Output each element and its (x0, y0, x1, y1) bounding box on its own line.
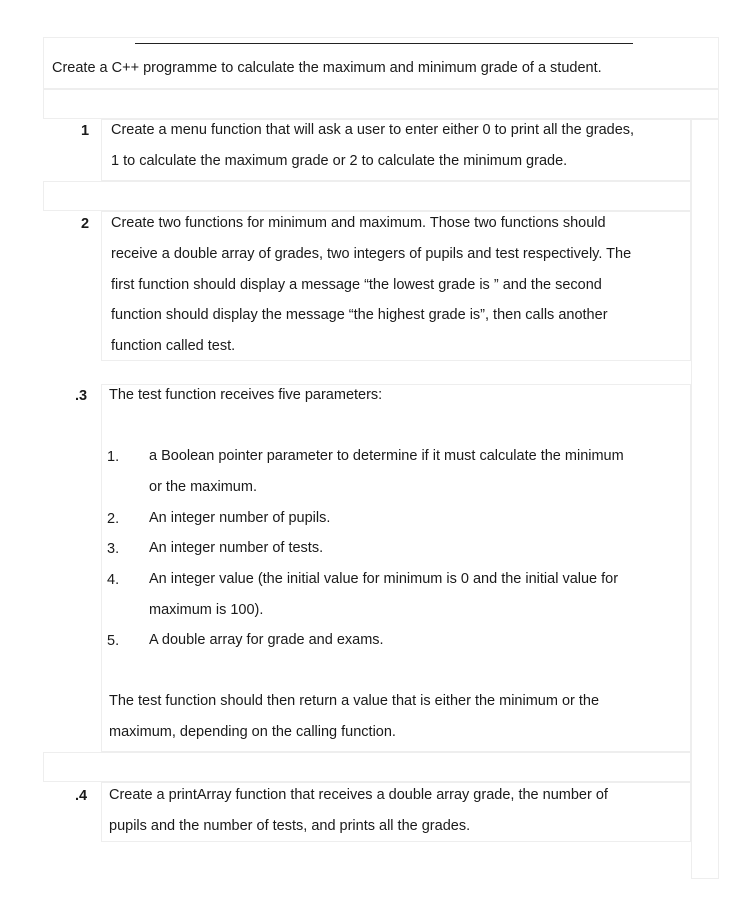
list-marker: 2. (107, 511, 120, 527)
table-cell-spacer (43, 181, 691, 211)
text-line: An integer number of pupils. (149, 510, 331, 526)
text-line: maximum is 100). (149, 601, 264, 618)
list-item (149, 533, 323, 564)
text-line: 1 to calculate the maximum grade or 2 to calculate the minimum grade. (111, 152, 568, 169)
item-number: 2 (81, 216, 90, 232)
text-line: function called test. (111, 338, 236, 355)
text-line: A double array for grade and exams. (149, 632, 384, 648)
list-item (149, 503, 330, 534)
text-line: receive a double array of grades, two integers of pupils and test respectively. The (111, 245, 632, 262)
list-marker: 4. (107, 572, 120, 588)
text-line: Create a printArray function that receives a double array grade, the number of (109, 787, 608, 803)
text-line: Create two functions for minimum and maximum. Those two functions should (111, 215, 606, 231)
text-line: An integer value (the initial value for minimum is 0 and the initial value for (149, 571, 619, 587)
list-marker: 3. (107, 541, 120, 557)
item-number: .3 (75, 388, 88, 404)
intro-sentence: Create a C++ programme to calculate the maximum and minimum grade of a student. (52, 60, 602, 76)
list-item (149, 564, 618, 626)
list-marker: 5. (107, 633, 120, 649)
item-number: 1 (81, 123, 90, 139)
item-4-text (109, 780, 608, 842)
text-line: pupils and the number of tests, and prints all the grades. (109, 817, 471, 834)
table-cell-margin (691, 119, 719, 879)
text-line: first function should display a message “the lowest grade is ” and the second (111, 276, 602, 293)
table-cell-spacer (43, 752, 691, 782)
text-line: a Boolean pointer parameter to determine if it must calculate the minimum (149, 448, 624, 464)
list-marker: 1. (107, 449, 120, 465)
text-line: The test function should then return a value that is either the minimum or the (109, 693, 600, 709)
item-3-heading: The test function receives five parameters: (109, 387, 383, 403)
item-2-text (111, 208, 631, 362)
text-line: function should display the message “the highest grade is”, then calls another (111, 307, 608, 324)
text-line: maximum, depending on the calling function. (109, 723, 396, 740)
text-line: An integer number of tests. (149, 540, 324, 556)
text-line: or the maximum. (149, 478, 257, 495)
text-line: Create a menu function that will ask a user to enter either 0 to print all the grades, (111, 122, 635, 138)
list-item (149, 441, 624, 503)
item-3-closing (109, 686, 599, 748)
item-1-text (111, 115, 634, 177)
list-item (149, 625, 384, 656)
item-number: .4 (75, 788, 88, 804)
